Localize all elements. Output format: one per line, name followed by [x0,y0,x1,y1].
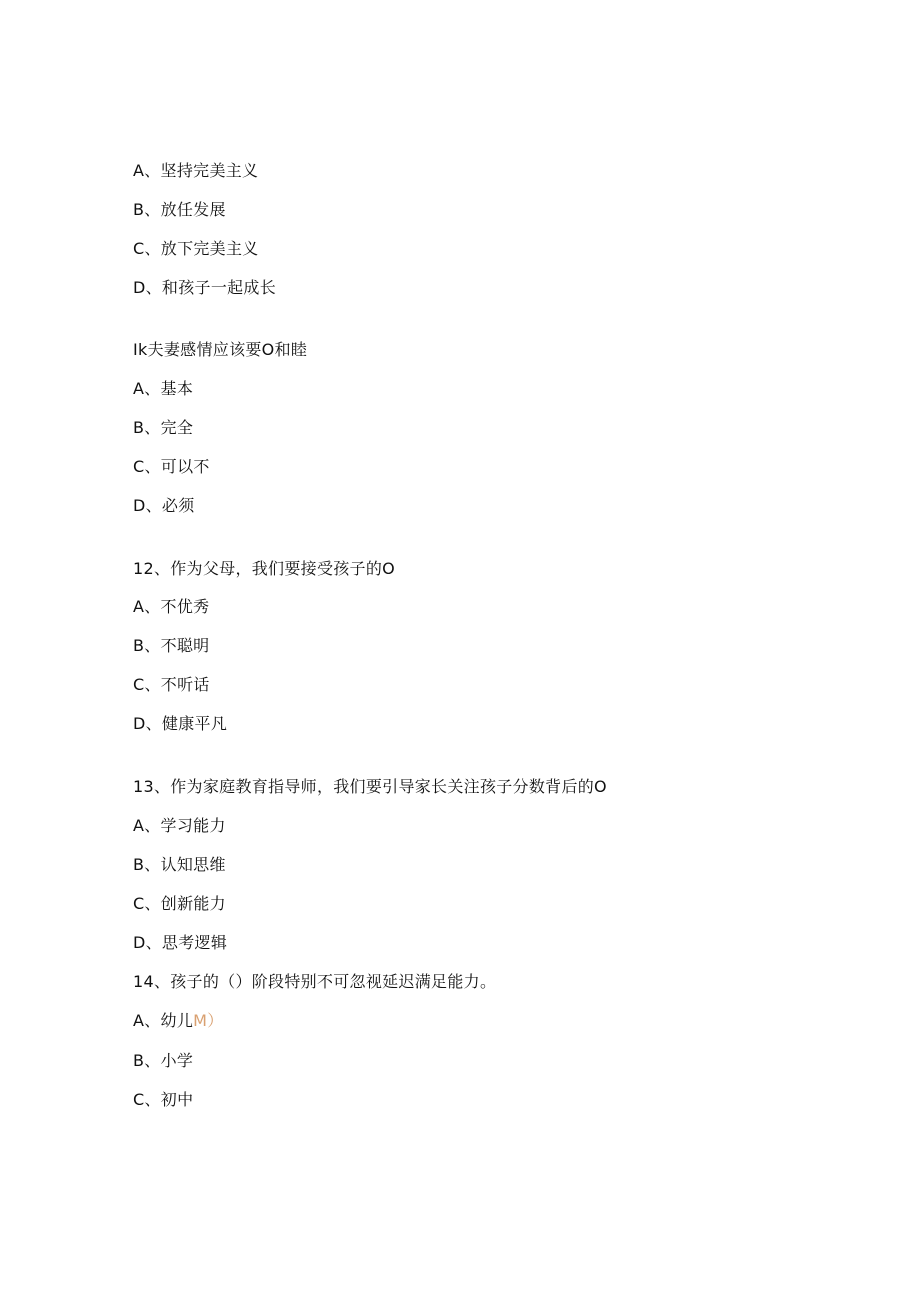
option-10-d: D、和孩子一起成长 [133,278,277,297]
option-13-d: D、思考逻辑 [133,933,228,952]
option-10-a: A、坚持完美主义 [133,161,259,180]
option-11-d: D、必须 [133,496,195,515]
option-14-a-text: A、幼儿 [133,1011,194,1030]
option-12-c: C、不听话 [133,675,210,694]
option-12-d: D、健康平凡 [133,714,228,733]
question-11-stem: Ik夫妻感情应该要O和睦 [133,340,308,359]
option-14-b: B、小学 [133,1051,194,1070]
option-13-c: C、创新能力 [133,894,226,913]
option-12-a: A、不优秀 [133,597,210,616]
option-11-a: A、基本 [133,379,194,398]
option-11-b: B、完全 [133,418,194,437]
question-12-stem: 12、作为父母，我们要接受孩子的O [133,559,396,578]
option-12-b: B、不聪明 [133,636,210,655]
option-14-c: C、初中 [133,1090,194,1109]
option-11-c: C、可以不 [133,457,210,476]
option-13-a: A、学习能力 [133,816,226,835]
option-14-a-mark: M） [193,1011,224,1030]
option-10-c: C、放下完美主义 [133,239,259,258]
question-14-stem: 14、孩子的（）阶段特别不可忽视延迟满足能力。 [133,972,497,991]
question-13-stem: 13、作为家庭教育指导师，我们要引导家长关注孩子分数背后的O [133,777,607,796]
option-10-b: B、放任发展 [133,200,226,219]
option-13-b: B、认知思维 [133,855,226,874]
option-14-a [133,1010,224,1032]
